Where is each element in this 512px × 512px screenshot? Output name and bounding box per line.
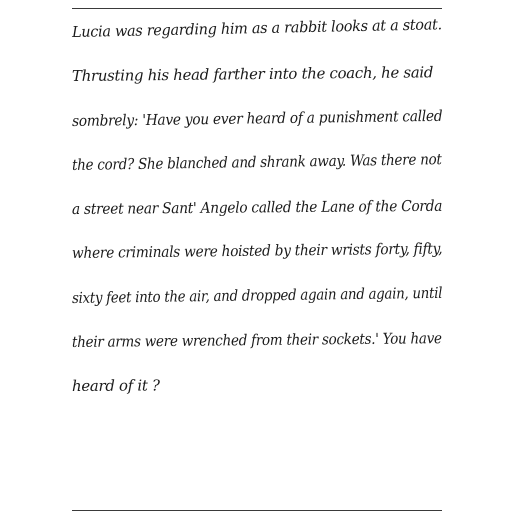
- text-line-2: Thrusting his head farther into the coach, he said: [71, 63, 434, 86]
- text-line-8: their arms were wrenched from their sockets.' You have: [71, 329, 442, 352]
- text-line-7: sixty feet into the air, and dropped again and again, until: [71, 283, 443, 307]
- text-line-4: the cord? She blanched and shrank away. Was there not: [71, 150, 442, 174]
- text-line-6: where criminals were hoisted by their wrists forty, fifty,: [71, 239, 443, 263]
- text-line-3: sombrely: 'Have you ever heard of a punishment called: [71, 106, 443, 130]
- bottom-rule-line: [72, 510, 442, 511]
- text-line-5: a street near Sant' Angelo called the Lane of the Corda: [71, 196, 443, 219]
- text-line-9: heard of it ?: [71, 376, 160, 396]
- handwritten-text-block: [72, 10, 444, 409]
- text-line-1: Lucia was regarding him as a rabbit looks at a stoat.: [71, 15, 443, 41]
